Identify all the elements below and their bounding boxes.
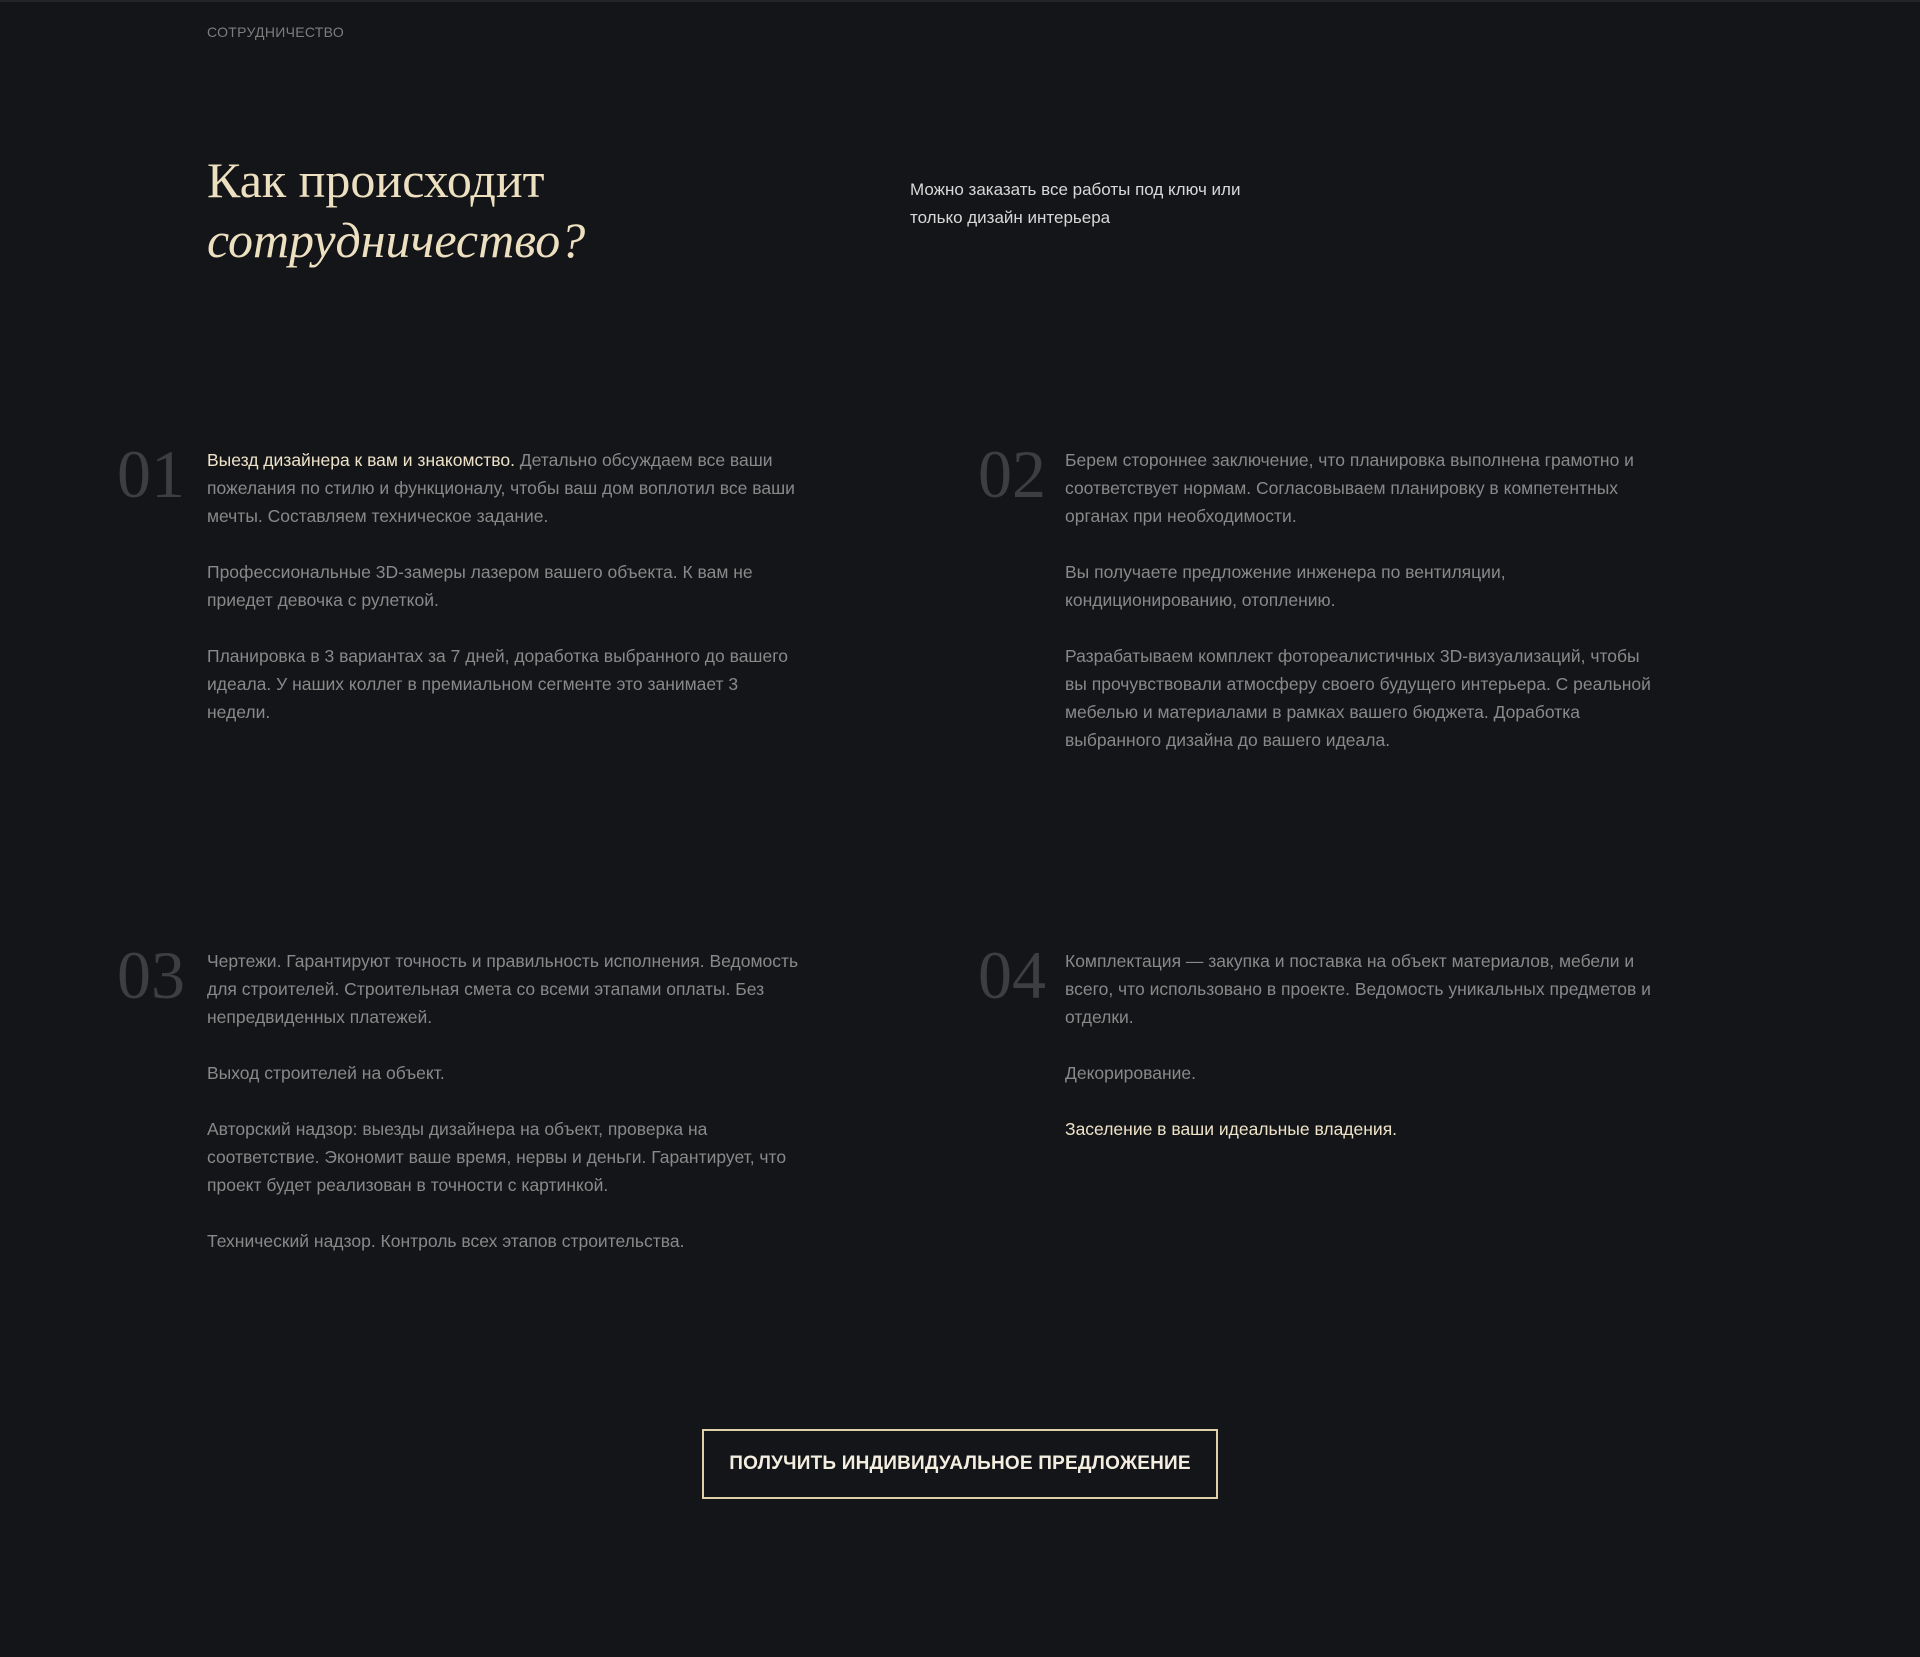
section-intro: Можно заказать все работы под ключ или только дизайн интерьера xyxy=(910,180,1241,227)
step-paragraph xyxy=(1065,1115,1660,1143)
step-paragraph xyxy=(207,1115,807,1199)
step-paragraph xyxy=(1065,558,1655,614)
step-text: Технический надзор. Контроль всех этапов строительства. xyxy=(207,1231,685,1251)
heading-line-1: Как происходит xyxy=(207,152,545,208)
step-description xyxy=(207,446,797,726)
step-highlight: Заселение в ваши идеальные владения. xyxy=(1065,1119,1398,1139)
step-text: Комплектация — закупка и поставка на объект материалов, мебели и всего, что использовано в проекте. Ведомость уникальных предметов и отделки. xyxy=(1065,951,1651,1027)
step-text: Чертежи. Гарантируют точность и правильность исполнения. Ведомость для строителей. Строительная смета со всеми этапами оплаты. Без непредвиденных платежей. xyxy=(207,951,799,1027)
step-number: 03 xyxy=(117,937,185,1013)
step-text: Выход строителей на объект. xyxy=(207,1063,445,1083)
step-paragraph xyxy=(207,1227,807,1255)
step-number: 04 xyxy=(978,937,1046,1013)
section-heading xyxy=(207,150,585,270)
get-offer-button[interactable]: ПОЛУЧИТЬ ИНДИВИДУАЛЬНОЕ ПРЕДЛОЖЕНИЕ xyxy=(702,1429,1218,1499)
step-description xyxy=(1065,947,1660,1143)
step-paragraph xyxy=(207,558,797,614)
section-eyebrow: СОТРУДНИЧЕСТВО xyxy=(207,24,345,40)
step-paragraph xyxy=(207,642,797,726)
step-text: Авторский надзор: выезды дизайнера на объект, проверка на соответствие. Экономит ваше время, нервы и деньги. Гарантирует, что проект будет реализован в точности с картинкой. xyxy=(207,1119,787,1195)
step-number: 02 xyxy=(978,436,1046,512)
step-paragraph xyxy=(207,446,797,530)
step-paragraph xyxy=(207,1059,807,1087)
step-text: Вы получаете предложение инженера по вентиляции, кондиционированию, отоплению. xyxy=(1065,562,1506,610)
top-divider xyxy=(0,0,1920,2)
step-paragraph xyxy=(1065,446,1655,530)
step-paragraph xyxy=(1065,642,1655,754)
step-number: 01 xyxy=(117,436,185,512)
step-text: Детально обсуждаем все ваши пожелания по стилю и функционалу, чтобы ваш дом воплотил все ваши мечты. Составляем техническое задание. xyxy=(207,450,795,526)
step-description xyxy=(1065,446,1655,754)
step-text: Профессиональные 3D-замеры лазером вашего объекта. К вам не приедет девочка с рулеткой. xyxy=(207,562,753,610)
step-paragraph xyxy=(1065,1059,1660,1087)
step-paragraph xyxy=(207,947,807,1031)
step-description xyxy=(207,947,807,1255)
heading-line-2: сотрудничество? xyxy=(207,212,586,268)
step-text: Декорирование. xyxy=(1065,1063,1197,1083)
step-text: Берем стороннее заключение, что планировка выполнена грамотно и соответствует нормам. Согласовываем планировку в компетентных органах при необходимости. xyxy=(1065,450,1634,526)
step-text: Планировка в 3 вариантах за 7 дней, доработка выбранного до вашего идеала. У наших коллег в премиальном сегменте это занимает 3 недели. xyxy=(207,646,788,722)
step-text: Разрабатываем комплект фотореалистичных 3D-визуализаций, чтобы вы прочувствовали атмосферу своего будущего интерьера. С реальной мебелью и материалами в рамках вашего бюджета. Доработка выбранного дизайна до вашего идеала. xyxy=(1065,646,1651,750)
step-paragraph xyxy=(1065,947,1660,1031)
step-highlight: Выезд дизайнера к вам и знакомство. xyxy=(207,450,515,470)
